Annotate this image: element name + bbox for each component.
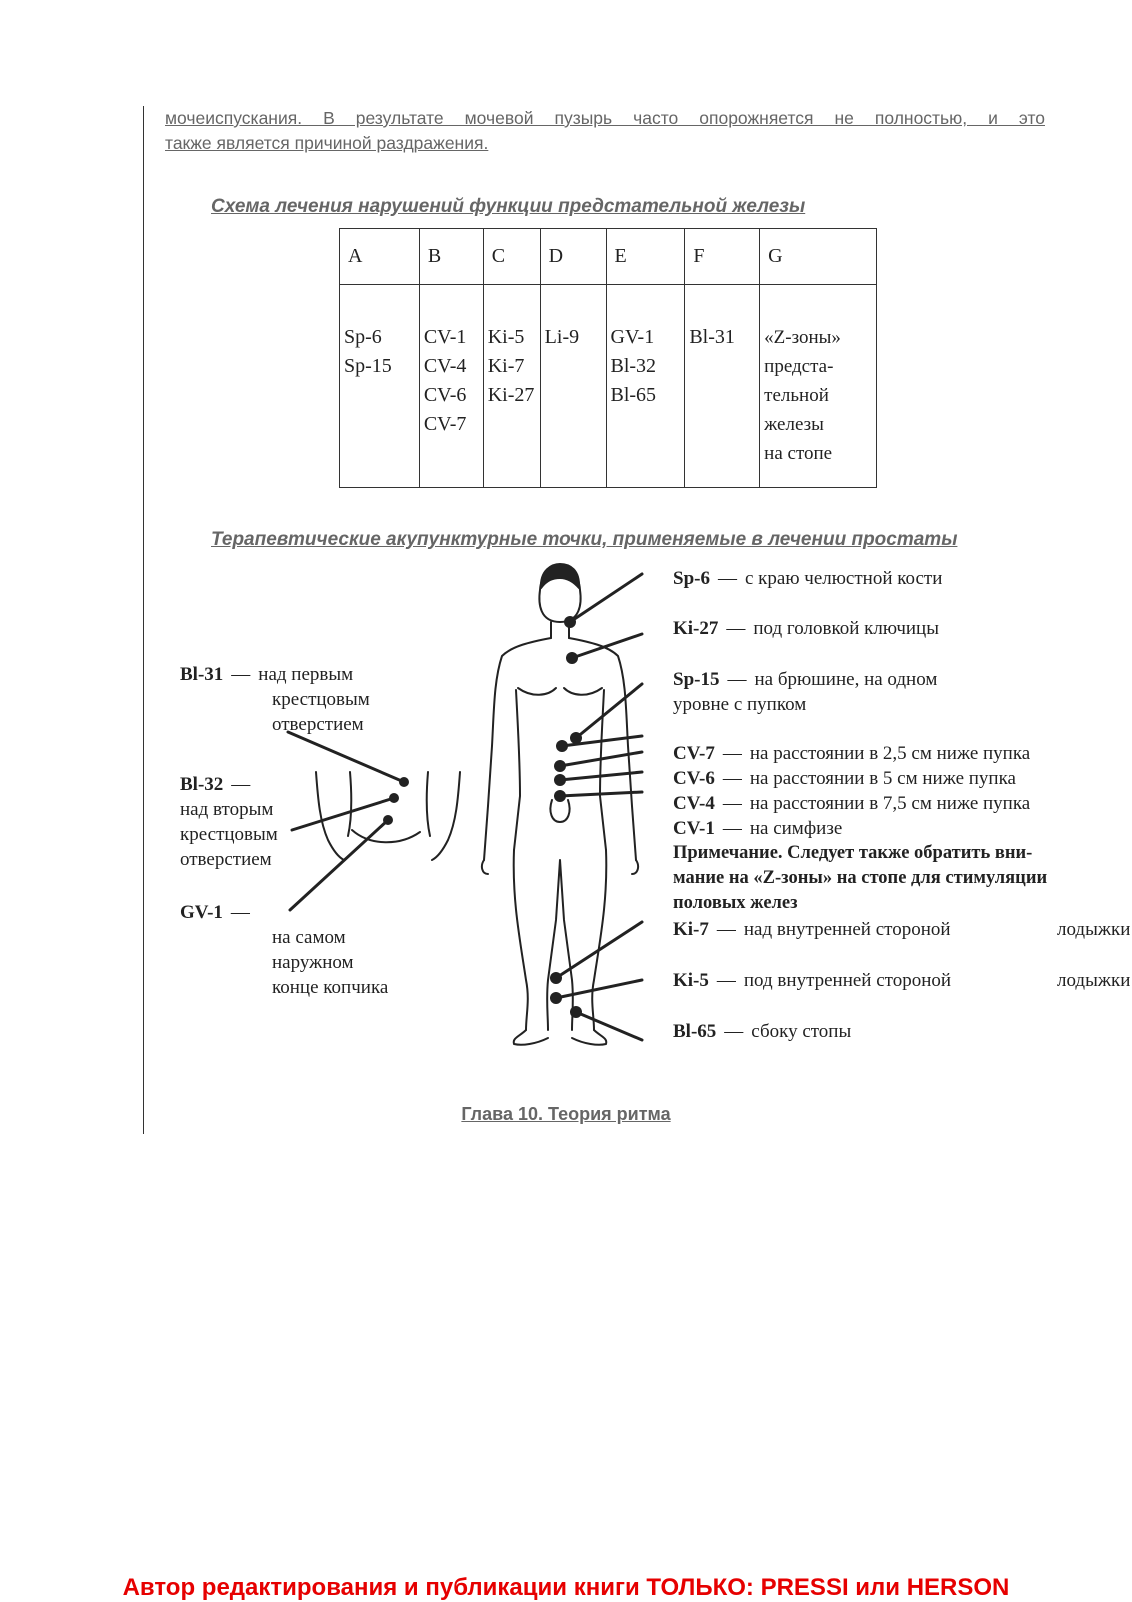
point-code: Bl-65 bbox=[673, 1021, 717, 1042]
dash: — bbox=[716, 919, 736, 940]
column-header: F bbox=[685, 229, 760, 285]
table-cell bbox=[483, 285, 540, 488]
cell-line: Ki-5 bbox=[487, 326, 525, 348]
point-code: CV-4 bbox=[673, 793, 715, 814]
cell-line: «Z-зоны» bbox=[764, 327, 841, 348]
point-cv-4 bbox=[554, 774, 566, 786]
cell-line: Bl-32 bbox=[610, 355, 657, 377]
table-cell bbox=[340, 285, 420, 488]
cell-line: CV-7 bbox=[423, 413, 467, 435]
point-desc: крестцовым bbox=[180, 824, 278, 845]
point-code: Ki-5 bbox=[673, 970, 709, 991]
point-code: Sp-15 bbox=[673, 669, 720, 690]
point-sp-6 bbox=[564, 616, 576, 628]
point-desc: отверстием bbox=[272, 714, 364, 735]
figure-title: Терапевтические акупунктурные точки, применяемые в лечении простаты bbox=[211, 529, 958, 550]
table-cell bbox=[606, 285, 685, 488]
point-desc: отверстием bbox=[180, 849, 272, 870]
point-desc: на расстоянии в 7,5 см ниже пупка bbox=[749, 793, 1031, 814]
table-cell bbox=[419, 285, 483, 488]
cell-line: предста- bbox=[764, 356, 834, 377]
point-bl-31 bbox=[399, 777, 409, 787]
point-desc: на симфизе bbox=[749, 818, 843, 839]
scheme-title: Схема лечения нарушений функции предстательной железы bbox=[211, 196, 806, 217]
point-desc: на брюшине, на одном bbox=[754, 669, 938, 690]
point-desc: под головкой ключицы bbox=[753, 618, 939, 639]
point-code: CV-1 bbox=[673, 818, 715, 839]
cell-line: Sp-15 bbox=[344, 355, 392, 377]
label-ki-7 bbox=[673, 917, 1131, 942]
label-cv-4 bbox=[673, 791, 1030, 816]
cell-line: Bl-65 bbox=[610, 384, 657, 406]
dash: — bbox=[230, 902, 250, 923]
body-diagram bbox=[0, 560, 1132, 1080]
legs bbox=[514, 850, 607, 1030]
table-cell bbox=[685, 285, 760, 488]
point-desc: над вторым bbox=[180, 799, 274, 820]
cell-line: GV-1 bbox=[610, 326, 655, 348]
dash: — bbox=[231, 774, 251, 795]
note bbox=[673, 841, 1047, 916]
point-bl-32 bbox=[389, 793, 399, 803]
dash: — bbox=[722, 768, 742, 789]
point-cv-6 bbox=[554, 760, 566, 772]
point-desc: сбоку стопы bbox=[751, 1021, 852, 1042]
label-gv-1 bbox=[180, 900, 388, 1000]
intro-line: также является причиной раздражения. bbox=[165, 133, 489, 153]
label-cv-6 bbox=[673, 766, 1016, 791]
table-row bbox=[340, 285, 877, 488]
point-desc: лодыжки bbox=[1057, 970, 1131, 991]
point-code: Ki-7 bbox=[673, 919, 709, 940]
label-sp-6 bbox=[673, 566, 942, 591]
point-desc: лодыжки bbox=[1057, 919, 1131, 940]
hair bbox=[541, 564, 579, 588]
label-cv-1 bbox=[673, 816, 842, 841]
table-cell bbox=[540, 285, 606, 488]
point-desc: с краю челюстной кости bbox=[744, 568, 943, 589]
point-desc: крестцовым bbox=[272, 689, 370, 710]
point-code: CV-6 bbox=[673, 768, 715, 789]
cell-line: CV-1 bbox=[423, 326, 467, 348]
intro-line: мочеиспускания. В результате мочевой пузырь часто опорожняется не полностью, и это bbox=[165, 108, 1045, 128]
dash: — bbox=[726, 618, 746, 639]
point-code: CV-7 bbox=[673, 743, 715, 764]
cell-line: тельной bbox=[764, 385, 829, 406]
chapter-link[interactable]: Глава 10. Теория ритма bbox=[461, 1104, 671, 1124]
cell-line: железы bbox=[764, 414, 824, 435]
note-line: половых желез bbox=[673, 893, 798, 913]
label-sp-15 bbox=[673, 667, 937, 717]
acupuncture-figure bbox=[0, 560, 1132, 1080]
chest bbox=[518, 688, 602, 695]
cell-line: Ki-7 bbox=[487, 355, 525, 377]
point-ki-7 bbox=[550, 972, 562, 984]
cell-line: Bl-31 bbox=[689, 326, 735, 348]
point-sp-15 bbox=[570, 732, 582, 744]
column-header: A bbox=[340, 229, 420, 285]
point-gv-1 bbox=[383, 815, 393, 825]
cell-line: Li-9 bbox=[544, 326, 580, 348]
column-header: E bbox=[606, 229, 685, 285]
label-cv-7 bbox=[673, 741, 1030, 766]
point-desc: на расстоянии в 2,5 см ниже пупка bbox=[749, 743, 1031, 764]
point-code: Bl-32 bbox=[180, 774, 224, 795]
label-bl-31 bbox=[180, 662, 370, 737]
point-ki-27 bbox=[566, 652, 578, 664]
point-desc: конце копчика bbox=[272, 977, 389, 998]
dash: — bbox=[722, 743, 742, 764]
feet bbox=[514, 1030, 607, 1045]
dash: — bbox=[727, 669, 747, 690]
column-header: G bbox=[760, 229, 877, 285]
column-header: D bbox=[540, 229, 606, 285]
point-bl-65 bbox=[570, 1006, 582, 1018]
cell-line: CV-6 bbox=[423, 384, 467, 406]
label-ki-27 bbox=[673, 616, 939, 641]
point-desc: на самом bbox=[272, 927, 346, 948]
note-line: Примечание. Следует также обратить вни- bbox=[673, 843, 1033, 863]
point-code: Ki-27 bbox=[673, 618, 719, 639]
cell-line: Sp-6 bbox=[344, 326, 382, 348]
table-cell bbox=[760, 285, 877, 488]
table-header-row bbox=[340, 229, 877, 285]
point-desc: над внутренней стороной bbox=[743, 919, 951, 940]
point-desc: наружном bbox=[272, 952, 354, 973]
point-cv-1 bbox=[554, 790, 566, 802]
point-desc: над первым bbox=[258, 664, 354, 685]
label-ki-5 bbox=[673, 968, 1131, 993]
point-ki-5 bbox=[550, 992, 562, 1004]
point-code: Bl-31 bbox=[180, 664, 224, 685]
point-desc: под внутренней стороной bbox=[743, 970, 952, 991]
column-header: B bbox=[419, 229, 483, 285]
cell-line: Ki-27 bbox=[487, 384, 535, 406]
point-desc: на расстоянии в 5 см ниже пупка bbox=[749, 768, 1016, 789]
label-bl-32 bbox=[180, 772, 278, 872]
note-line: мание на «Z-зоны» на стопе для стимуляции bbox=[673, 868, 1048, 888]
dash: — bbox=[231, 664, 251, 685]
column-header: C bbox=[483, 229, 540, 285]
dash: — bbox=[722, 818, 742, 839]
dash: — bbox=[724, 1021, 744, 1042]
point-desc: уровне с пупком bbox=[673, 694, 807, 715]
treatment-scheme-table bbox=[339, 228, 877, 488]
cell-line: на стопе bbox=[764, 443, 833, 464]
dash: — bbox=[722, 793, 742, 814]
cell-line: CV-4 bbox=[423, 355, 467, 377]
point-code: Sp-6 bbox=[673, 568, 710, 589]
intro-paragraph bbox=[165, 106, 1045, 156]
dash: — bbox=[716, 970, 736, 991]
label-bl-65 bbox=[673, 1019, 851, 1044]
footer-notice: Автор редактирования и публикации книги ТОЛЬКО: PRESSI или HERSON bbox=[122, 1574, 1010, 1601]
point-code: GV-1 bbox=[180, 902, 223, 923]
dash: — bbox=[717, 568, 737, 589]
point-cv-7 bbox=[556, 740, 568, 752]
genitals bbox=[550, 800, 569, 822]
